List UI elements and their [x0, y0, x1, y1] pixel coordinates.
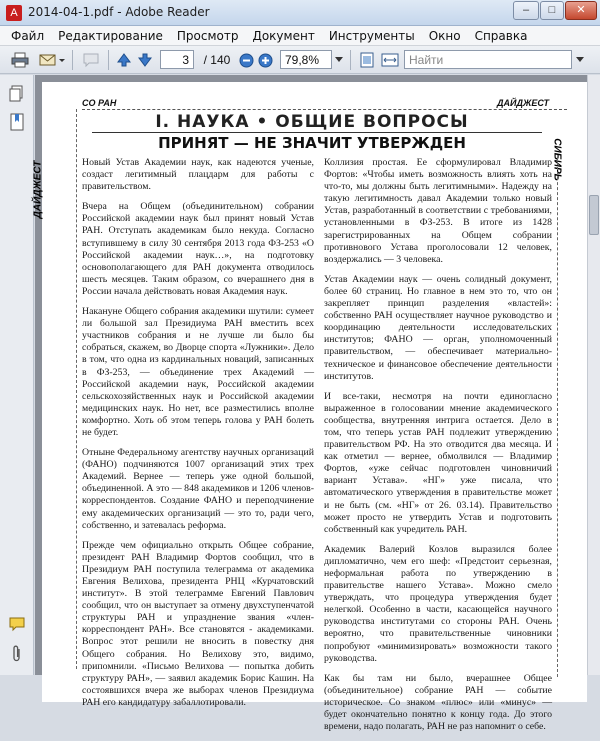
menu-document[interactable]: Документ [252, 28, 315, 43]
comment-icon[interactable] [80, 51, 102, 69]
previous-page-icon[interactable] [115, 51, 133, 69]
maximize-button[interactable]: □ [540, 1, 564, 20]
adobe-reader-icon: A [6, 5, 22, 21]
menu-view[interactable]: Просмотр [176, 28, 239, 43]
paragraph: Отныне Федеральному агентству научных организаций (ФАНО) подчиняются 1007 организаций этих трех Академий. Вернее — теперь уже одной большой, объединенной. А это — 848 академиков и 1206 членов-корреспондентов. Создание ФАНО и переподчинение ему академических организаций — это то, ради чего, собственно, и затевалась реформа. [82, 447, 314, 531]
close-button[interactable]: ✕ [565, 1, 597, 20]
paragraph: Коллизия простая. Ее сформулировал Владимир Фортов: «Чтобы иметь возможность влиять хоть на что-то, мы должны быть легитимными». Надежду на такую легитимность давал Академии только новый Устав, разработанный в соответствии с требованиями, установленными в ФЗ-253. В итоге из 1428 зарегистрированных на Общем собрании противнового Устава проголосовали 12 человек, воздержались — 3 человека. [324, 157, 552, 265]
attachments-panel-icon[interactable] [9, 645, 25, 663]
title-bar [0, 0, 600, 26]
paragraph: Накануне Общего собрания академики шутили: сумеет ли большой зал Президиума РАН вместить всех участников собрания и не лучше ли было бы собраться, скажем, во Дворце спорта «Лужники». Дело в том, что одна из кардинальных новаций, записанных в ФЗ-253, — объединение трех Академий — Российской академии наук, Российской академии сельскохозяйственных наук и Российской академии медицинских наук. Но нет, все разместились вполне комфортно. Хоть об этом теперь голова у РАН болеть не будет. [82, 306, 314, 438]
zoom-select[interactable] [280, 50, 332, 69]
vertical-scrollbar[interactable] [587, 75, 600, 675]
zoom-in-icon[interactable] [257, 51, 273, 69]
paragraph: Вчера на Общем (объединительном) собрании Российской академии наук был принят новый Устав РАН. Отступать академикам было некуда. Согласно вступившему в силу 30 сентября 2013 года ФЗ-253 «О Российской академии наук…», на подготовку основополагающего для РАН документа отводилось шесть месяцев. Таким образом, со вчерашнего дня в России начала действовать новая Академия наук. [82, 201, 314, 297]
paragraph: Как бы там ни было, вчерашнее Общее (объединительное) собрание РАН — событие историческое. Со знаком «плюс» или «минус» — будет окончательно понятно к концу года. До этого времени, надо полагать, РАН не раз напомнит о себе. [324, 672, 552, 733]
menu-tools[interactable]: Инструменты [328, 28, 415, 43]
pages-panel-icon[interactable] [9, 85, 25, 103]
bookmarks-panel-icon[interactable] [9, 113, 25, 131]
menu-file[interactable]: Файл [11, 28, 45, 43]
search-dropdown-icon[interactable] [574, 51, 586, 69]
next-page-icon[interactable] [136, 51, 154, 69]
menu-edit[interactable]: Редактирование [58, 28, 163, 43]
paragraph: Устав Академии наук — очень солидный документ, более 60 страниц. Но главное в нем это то, что он закрепляет принцип разделения «властей»: собственно РАН осуществляет научное руководство и координацию деятельности исследовательских институтов; ФАНО — орган, уполномоченный правительством, — обеспечивает материально-техническое и финансовое обеспечение деятельности институтов. [324, 273, 552, 382]
zoom-value: 79,8% [285, 52, 320, 67]
toolbar [0, 46, 600, 74]
side-label-right: СИБИРЬ [551, 138, 563, 181]
comments-panel-icon[interactable] [9, 615, 25, 633]
search-input[interactable]: Найти [404, 50, 572, 69]
left-column [82, 157, 314, 717]
menu-help[interactable]: Справка [474, 28, 528, 43]
zoom-dropdown-icon[interactable] [333, 51, 345, 69]
minimize-button[interactable]: – [513, 1, 539, 20]
right-column [324, 157, 552, 741]
print-icon[interactable] [10, 51, 30, 69]
article-title: ПРИНЯТ — НЕ ЗНАЧИТ УТВЕРЖДЕН [158, 134, 466, 152]
paragraph: Прежде чем официально открыть Общее собрание, президент РАН Владимир Фортов сообщил, что в Президиум РАН поступила телеграмма от академика Евгения Велихова, президента РНЦ «Курчатовский институт». В этой телеграмме Евгений Павлович сообщил, что он выступает за отмену двухступенчатой структуры РАН и упразднение звания «член-корреспондент РАН». Все становятся - академиками. Вопрос этот решили не вносить в повестку дня Общего собрания. Но Велихову это, видимо, припомнили. «Письмо Велихова — попытка добить структуру РАН», — заявил академик Борис Кашин. На состоявшихся вчера же выборах членов Президиума РАН его кандидатуру забаллотировали. [82, 539, 314, 708]
zoom-out-icon[interactable] [238, 51, 254, 69]
header-right: ДАЙДЖЕСТ [497, 98, 549, 108]
window-title: 2014-04-1.pdf - Adobe Reader [28, 5, 210, 19]
menu-window[interactable]: Окно [428, 28, 461, 43]
pdf-page [32, 82, 587, 733]
paragraph: Новый Устав Академии наук, как надеются ученые, создаст легитимный плацдарм для работы с правительством. [82, 157, 314, 193]
header-left: СО РАН [82, 98, 117, 108]
fit-width-icon[interactable] [380, 51, 400, 69]
email-icon[interactable] [38, 51, 66, 69]
paragraph: Академик Валерий Козлов выразился более дипломатично, чем его шеф: «Предстоит серьезная, неформальная работа по утверждению в правительстве нашего Устава». Можно смело утверждать, что процедура утверждения будет нелегкой. Особенно в части, касающейся научного руководства институтами со стороны РАН. Очень вероятно, что правительственные чиновники попробуют «минимизировать» возможности такого руководства. [324, 543, 552, 664]
menu-bar [0, 26, 600, 46]
navigation-pane [0, 75, 34, 675]
fit-page-icon[interactable] [357, 51, 377, 69]
side-label-left: ДАЙДЖЕСТ [32, 160, 44, 219]
page-total: / 140 [203, 53, 231, 67]
page-number-input[interactable]: 3 [160, 50, 194, 69]
scrollbar-thumb[interactable] [589, 195, 599, 235]
document-view[interactable] [32, 75, 600, 733]
section-title: I. НАУКА • ОБЩИЕ ВОПРОСЫ [155, 112, 469, 132]
paragraph: И все-таки, несмотря на почти единогласно выраженное в голосовании мнение академического сообщества, внутренняя интрига остается. Дело в том, что теперь устав РАН подлежит утверждению правительством РФ. На это отводится два месяца. И как отметил — вернее, обмолвился — Владимир Фортов, «уже сейчас подготовлен чиновничий вариант Устава». «НГ» уже писала, что автоматического утверждения в правительстве может и не быть (см. «НГ» от 26. 03.14). Правительство может просто не утвердить Устав и подготовить собственный как учредитель РАН. [324, 390, 552, 535]
